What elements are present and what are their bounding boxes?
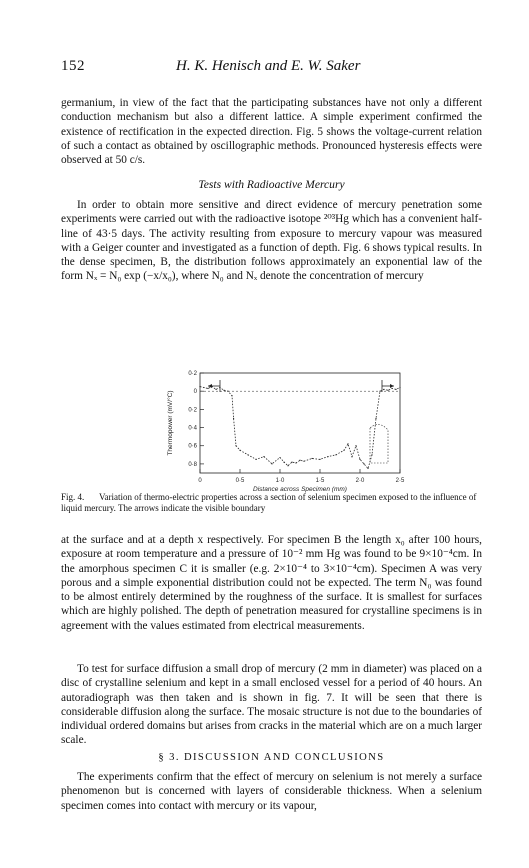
x-tick-label: 1·5	[315, 478, 325, 484]
data-point	[387, 390, 388, 391]
data-point	[299, 460, 300, 461]
data-point	[327, 456, 328, 457]
data-point	[283, 461, 284, 462]
data-point	[343, 450, 344, 451]
paragraph-5-text: The experiments confirm that the effect of mercury on selenium is not merely a surface phenomenon but is concerned with layers of considerable thickness. When a selenium specimen comes into contact with mercury or its vapour,	[61, 771, 482, 812]
data-point	[347, 443, 348, 444]
closed-loop-annotation	[370, 424, 388, 463]
paragraph-2	[61, 198, 482, 284]
paragraph-4	[61, 662, 482, 748]
data-point	[207, 388, 208, 389]
data-point	[223, 390, 224, 391]
data-point	[335, 454, 336, 455]
data-point	[271, 463, 272, 464]
paragraph-1	[61, 96, 482, 167]
paragraph-3	[61, 533, 482, 633]
y-tick-label: 0	[193, 389, 197, 396]
data-point	[203, 387, 204, 388]
page-number: 152	[61, 58, 85, 74]
y-tick-label: 0·2	[188, 371, 197, 377]
data-point	[295, 462, 296, 463]
paragraph-4-text: To test for surface diffusion a small drop of mercury (2 mm in diameter) was placed on a disc of crystalline selenium and kept in a small enclosed vessel for a period of 40 hours. An autoradiograph was then taken and is shown in fig. 7. It will be seen that there is considerable diffusion along the surface. The mosaic structure is not due to the boundaries of individual ordered domains but arises from cracks in the material which are on a much larger scale.	[61, 663, 482, 747]
data-point	[255, 459, 256, 460]
data-point	[227, 391, 228, 392]
paragraph-5	[61, 770, 482, 813]
data-point	[235, 445, 236, 446]
boundary-arrow-left	[208, 380, 220, 392]
y-ticks	[188, 371, 204, 468]
x-tick-label: 2·5	[395, 478, 405, 484]
data-point	[399, 387, 400, 388]
y-axis-label: Thermopower (mV/°C)	[167, 390, 174, 456]
y-tick-label: 0·8	[188, 461, 197, 468]
data-point	[263, 456, 264, 457]
thermopower-chart	[160, 368, 420, 493]
data-point	[383, 389, 384, 390]
paragraph-2-text: In order to obtain more sensitive and direct evidence of mercury penetration some experiments were carried out with the radioactive isotope ²⁰³Hg which has a convenient half-line of 43·5 days. The activity resulting from exposure to mercury vapour was measured with a Geiger counter and investigated as a function of depth. Fig. 6 shows typical results. In the dense specimen, B, the distribution follows approximately an exponential law of the form Nₓ = N₀ exp (−x/x₀), where N₀ and Nₓ denote the concentration of mercury	[61, 199, 482, 283]
data-point	[199, 386, 200, 387]
x-ticks	[198, 469, 405, 484]
x-axis-label: Distance across Specimen (mm)	[253, 486, 347, 493]
caption-text: Variation of thermo-electric properties across a section of selenium specimen exposed to the influence of liquid mercury. The arrows indicate the visible boundary	[61, 492, 477, 513]
data-point	[359, 459, 360, 460]
x-tick-label: 0·5	[235, 478, 245, 484]
data-point	[363, 463, 364, 464]
data-point	[287, 465, 288, 466]
y-tick-label: 0·6	[188, 443, 197, 450]
data-point	[371, 454, 372, 455]
data-point	[395, 389, 396, 390]
data-point	[311, 458, 312, 459]
data-point	[279, 457, 280, 458]
section-title: Tests with Radioactive Mercury	[198, 178, 345, 191]
x-tick-label: 1·0	[275, 478, 285, 484]
data-point	[379, 391, 380, 392]
paragraph-3-text: at the surface and at a depth x respectively. For specimen B the length x₀ after 100 hours, exposure at room temperature and a pressure of 10⁻² mm Hg was found to be 9×10⁻⁴cm. In the amorphous specimen C it is smaller (e.g. 2×10⁻⁴ to 3×10⁻⁴cm). Specimen A was very porous and a simple exponential distribution could not be expected. The term N₀ was found to be almost entirely determined by the roughness of the surface. It is smallest for surfaces which are highly polished. The depth of penetration measured for crystalline specimens is in agreement with the values estimated from electrical measurements.	[61, 534, 482, 632]
x-tick-label: 2·0	[355, 478, 365, 484]
section-3-title: § 3. DISCUSSION AND CONCLUSIONS	[158, 752, 385, 763]
data-point	[375, 418, 376, 419]
data-point	[367, 468, 368, 469]
running-title: H. K. Henisch and E. W. Saker	[176, 58, 361, 74]
data-point	[239, 450, 240, 451]
caption-label: Fig. 4.	[61, 492, 85, 502]
data-point	[319, 459, 320, 460]
data-point	[231, 395, 232, 396]
data-point	[247, 454, 248, 455]
y-tick-label: 0·2	[188, 407, 197, 414]
data-point	[303, 461, 304, 462]
page-header	[61, 58, 481, 78]
data-point	[355, 445, 356, 446]
data-point	[291, 461, 292, 462]
figure-caption	[61, 492, 482, 514]
paragraph-1-text: germanium, in view of the fact that the participating substances have not only a different conduction mechanism but also a different lattice. A simple experiment confirmed the existence of rectification in the expected direction. Fig. 5 shows the voltage-current relation of such a contact as obtained by oscillographic methods. Pronounced hysteresis effects were observed at 50 c/s.	[61, 97, 482, 167]
data-point	[233, 418, 234, 419]
x-tick-label: 0	[198, 478, 202, 484]
data-point	[215, 389, 216, 390]
data-point	[391, 388, 392, 389]
y-tick-label: 0·4	[188, 425, 197, 432]
data-point	[351, 456, 352, 457]
